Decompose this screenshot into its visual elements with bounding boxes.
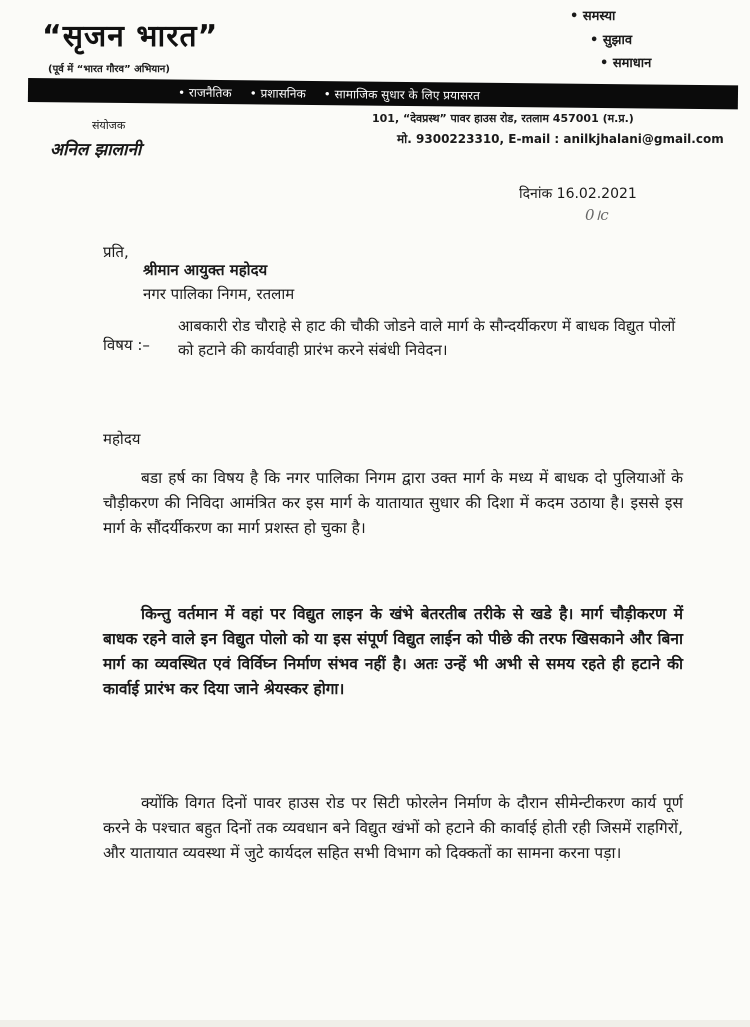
contact-line: मो. 9300223310, E-mail : anilkjhalani@gmail.com bbox=[397, 132, 724, 146]
recipient-office: नगर पालिका निगम, रतलाम bbox=[143, 285, 295, 303]
convenor-name: अनिल झालानी bbox=[50, 140, 142, 160]
address-line: 101, “देवप्रस्थ” पावर हाउस रोड, रतलाम 457001 (म.प्र.) bbox=[372, 112, 634, 125]
body-paragraph-3 bbox=[103, 791, 683, 866]
subject-text: आबकारी रोड चौराहे से हाट की चौकी जोडने वाले मार्ग के सौन्दर्यीकरण में बाधक विद्युत पोलों को हटाने की कार्यवाही प्रारंभ करने संबंधी निवेदन। bbox=[178, 317, 676, 359]
tag-suggestion: • सुझाव bbox=[590, 33, 633, 48]
inward-stamp: 0।c bbox=[585, 206, 609, 224]
recipient-title: श्रीमान आयुक्त महोदय bbox=[143, 261, 268, 279]
banner-item-political: • राजनैतिक bbox=[177, 85, 232, 100]
paragraph-text: किन्तु वर्तमान में वहां पर विद्युत लाइन के खंभे बेतरतीब तरीके से खडे है। मार्ग चौड़ीकरण में बाधक रहने वाले इन विद्युत पोलो को या इस संपूर्ण विद्युत लाईन को पीछे की तरफ खिसकाने और बिना मार्ग का व्यवस्थित एवं विर्विघ्न निर्माण संभव नहीं है। अतः उन्हें भी अभी से समय रहते ही हटाने की कार्वाई प्रारंभ कर दिया जाने श्रेयस्कर होगा। bbox=[103, 605, 683, 698]
org-name: “सृजन भारत” bbox=[42, 19, 219, 54]
to-label: प्रति, bbox=[103, 243, 129, 261]
body-paragraph-2 bbox=[103, 602, 683, 702]
paragraph-text: क्योंकि विगत दिनों पावर हाउस रोड पर सिटी फोरलेन निर्माण के दौरान सीमेन्टीकरण कार्य पूर्ण करने के पश्चात बहुत दिनों तक व्यवधान बने विद्युत खंभों को हटाने की कार्वाई होती रही जिसमें राहगिरों, और यातायात व्यवस्था में जुटे कार्यदल सहित सभी विभाग को दिक्कतों का सामना करना पड़ा। bbox=[103, 794, 683, 862]
org-subtitle: (पूर्व में “भारत गौरव” अभियान) bbox=[48, 64, 170, 75]
tag-solution: • समाधान bbox=[600, 56, 652, 71]
subject-label: विषय :– bbox=[103, 336, 150, 354]
letterhead-banner bbox=[28, 78, 738, 109]
tag-problem: • समस्या bbox=[570, 9, 616, 24]
letter-date: दिनांक 16.02.2021 bbox=[519, 186, 637, 202]
banner-item-social: • सामाजिक सुधार के लिए प्रयासरत bbox=[323, 86, 481, 103]
body-paragraph-1 bbox=[103, 466, 683, 541]
convenor-label: संयोजक bbox=[92, 119, 126, 132]
page-edge bbox=[0, 1020, 750, 1027]
banner-item-administrative: • प्रशासनिक bbox=[249, 85, 306, 101]
salutation: महोदय bbox=[103, 430, 141, 448]
paragraph-text: बडा हर्ष का विषय है कि नगर पालिका निगम द्वारा उक्त मार्ग के मध्य में बाधक दो पुलियाओं के चौड़ीकरण की निविदा आमंत्रित कर इस मार्ग के यातायात सुधार की दिशा में कदम उठाया है। इससे इस मार्ग के सौंदर्यीकरण का मार्ग प्रशस्त हो चुका है। bbox=[103, 469, 683, 537]
